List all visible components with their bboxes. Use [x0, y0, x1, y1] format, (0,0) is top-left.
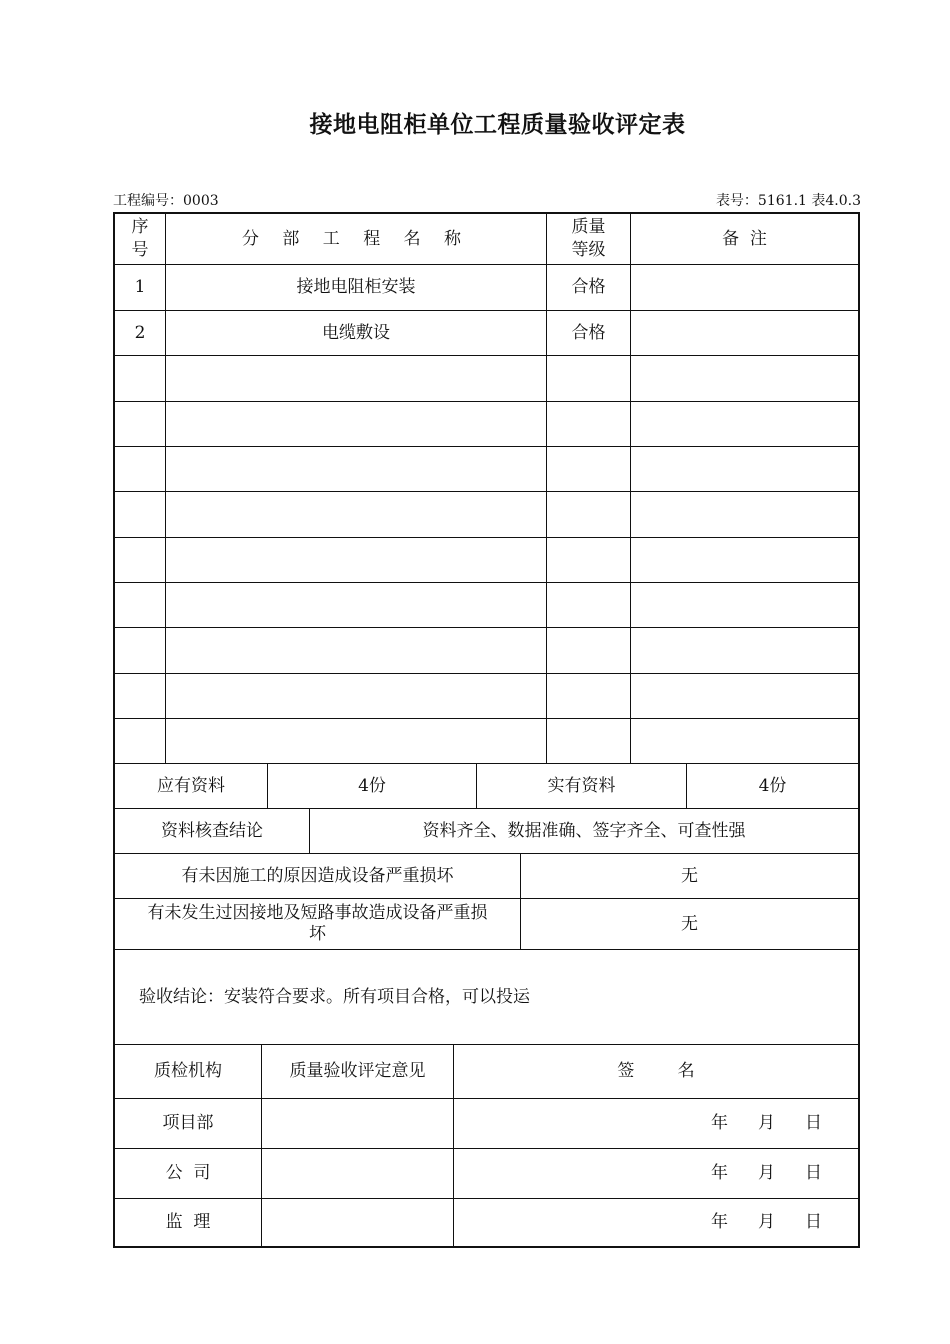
row-seq: 1 [115, 265, 166, 310]
table-row [115, 628, 858, 674]
row-grade [547, 719, 631, 763]
row-grade [547, 538, 631, 582]
damage-fault-label-line1: 有未发生过因接地及短路事故造成设备严重损 [147, 902, 488, 923]
docs-required-label: 应有资料 [115, 764, 268, 808]
row-grade: 合格 [547, 311, 631, 355]
header-name-text: 分 部 工 程 名 称 [241, 228, 471, 249]
damage-fault-row [115, 899, 858, 950]
date-month: 月 [758, 1163, 775, 1184]
header-name [166, 214, 547, 264]
sign-row [115, 1149, 858, 1199]
sign-row-org: 公 司 [115, 1149, 262, 1198]
evaluation-table [113, 212, 860, 1248]
acceptance-conclusion: 验收结论：安装符合要求。所有项目合格，可以投运 [139, 986, 530, 1007]
row-remark [631, 492, 858, 537]
row-grade [547, 674, 631, 718]
row-grade [547, 628, 631, 673]
form-number: 表号：5161.1 表4.0.3 [715, 193, 861, 209]
acceptance-row [115, 950, 858, 1045]
header-seq-top: 序 [131, 217, 149, 238]
row-name [166, 447, 547, 491]
docs-check-label: 资料核查结论 [115, 809, 310, 853]
sign-row-org: 项目部 [115, 1099, 262, 1148]
table-row [115, 719, 858, 764]
row-grade [547, 356, 631, 401]
table-row [115, 583, 858, 628]
table-row [115, 538, 858, 583]
row-remark [631, 628, 858, 673]
row-name [166, 674, 547, 718]
docs-actual-value: 4份 [758, 775, 787, 796]
header-grade [547, 214, 631, 264]
row-name [166, 356, 547, 401]
row-seq [115, 719, 166, 763]
row-remark [631, 674, 858, 718]
date-day: 日 [805, 1212, 822, 1233]
project-number: 工程编号：0003 [113, 193, 219, 209]
row-name [166, 719, 547, 763]
row-seq: 2 [115, 311, 166, 355]
sign-row-opinion [262, 1149, 454, 1198]
damage-fault-value: 无 [681, 913, 698, 934]
row-name [166, 492, 547, 537]
sign-row [115, 1199, 858, 1246]
damage-construction-value: 无 [681, 865, 698, 886]
date-year: 年 [711, 1163, 728, 1184]
row-seq [115, 447, 166, 491]
table-row [115, 311, 858, 356]
docs-actual-label: 实有资料 [477, 764, 687, 808]
row-remark [631, 265, 858, 310]
table-row [115, 356, 858, 402]
row-remark [631, 719, 858, 763]
header-remark-text: 备 注 [722, 228, 767, 249]
form-title: 接地电阻柜单位工程质量验收评定表 [309, 112, 686, 138]
sign-header-signature: 签 名 [617, 1061, 695, 1082]
header-seq-bottom: 号 [131, 240, 149, 260]
row-seq [115, 356, 166, 401]
damage-fault-label-line2: 坏 [309, 924, 326, 944]
damage-construction-label: 有未因施工的原因造成设备严重损坏 [115, 854, 521, 898]
table-row [115, 265, 858, 311]
row-name [166, 538, 547, 582]
date-year: 年 [711, 1212, 728, 1233]
row-grade [547, 447, 631, 491]
damage-construction-row [115, 854, 858, 899]
header-seq [115, 214, 166, 264]
date-month: 月 [758, 1113, 775, 1134]
sign-row-org: 监 理 [115, 1199, 262, 1246]
sign-row-opinion [262, 1199, 454, 1246]
header-remark [631, 214, 858, 264]
row-grade: 合格 [547, 265, 631, 310]
docs-check-row [115, 809, 858, 854]
docs-required-value: 4份 [268, 764, 477, 808]
date-day: 日 [805, 1113, 822, 1134]
table-row [115, 402, 858, 447]
row-seq [115, 628, 166, 673]
row-grade [547, 583, 631, 627]
table-row [115, 447, 858, 492]
row-grade [547, 402, 631, 446]
sign-row-date [454, 1149, 858, 1198]
date-year: 年 [711, 1113, 728, 1134]
row-grade [547, 492, 631, 537]
row-seq [115, 583, 166, 627]
sign-header-org: 质检机构 [115, 1045, 262, 1098]
row-seq [115, 402, 166, 446]
row-remark [631, 538, 858, 582]
header-grade-bottom: 等级 [571, 240, 606, 260]
date-month: 月 [758, 1212, 775, 1233]
row-name: 接地电阻柜安装 [166, 265, 547, 310]
table-row [115, 674, 858, 719]
sign-header-opinion: 质量验收评定意见 [262, 1045, 454, 1098]
row-name [166, 628, 547, 673]
row-name: 电缆敷设 [166, 311, 547, 355]
sign-row-opinion [262, 1099, 454, 1148]
row-remark [631, 402, 858, 446]
sign-row-date [454, 1099, 858, 1148]
date-day: 日 [805, 1163, 822, 1184]
row-remark [631, 311, 858, 355]
sign-row-date [454, 1199, 858, 1246]
sign-row [115, 1099, 858, 1149]
row-seq [115, 538, 166, 582]
row-name [166, 583, 547, 627]
docs-check-value: 资料齐全、数据准确、签字齐全、可查性强 [422, 820, 746, 841]
row-name [166, 402, 547, 446]
row-remark [631, 447, 858, 491]
header-grade-top: 质量 [571, 217, 606, 238]
sign-header-row [115, 1045, 858, 1099]
row-seq [115, 492, 166, 537]
documents-row [115, 764, 858, 809]
row-remark [631, 356, 858, 401]
table-row [115, 492, 858, 538]
damage-fault-label [115, 899, 521, 949]
row-remark [631, 583, 858, 627]
table-header-row [115, 214, 858, 265]
row-seq [115, 674, 166, 718]
